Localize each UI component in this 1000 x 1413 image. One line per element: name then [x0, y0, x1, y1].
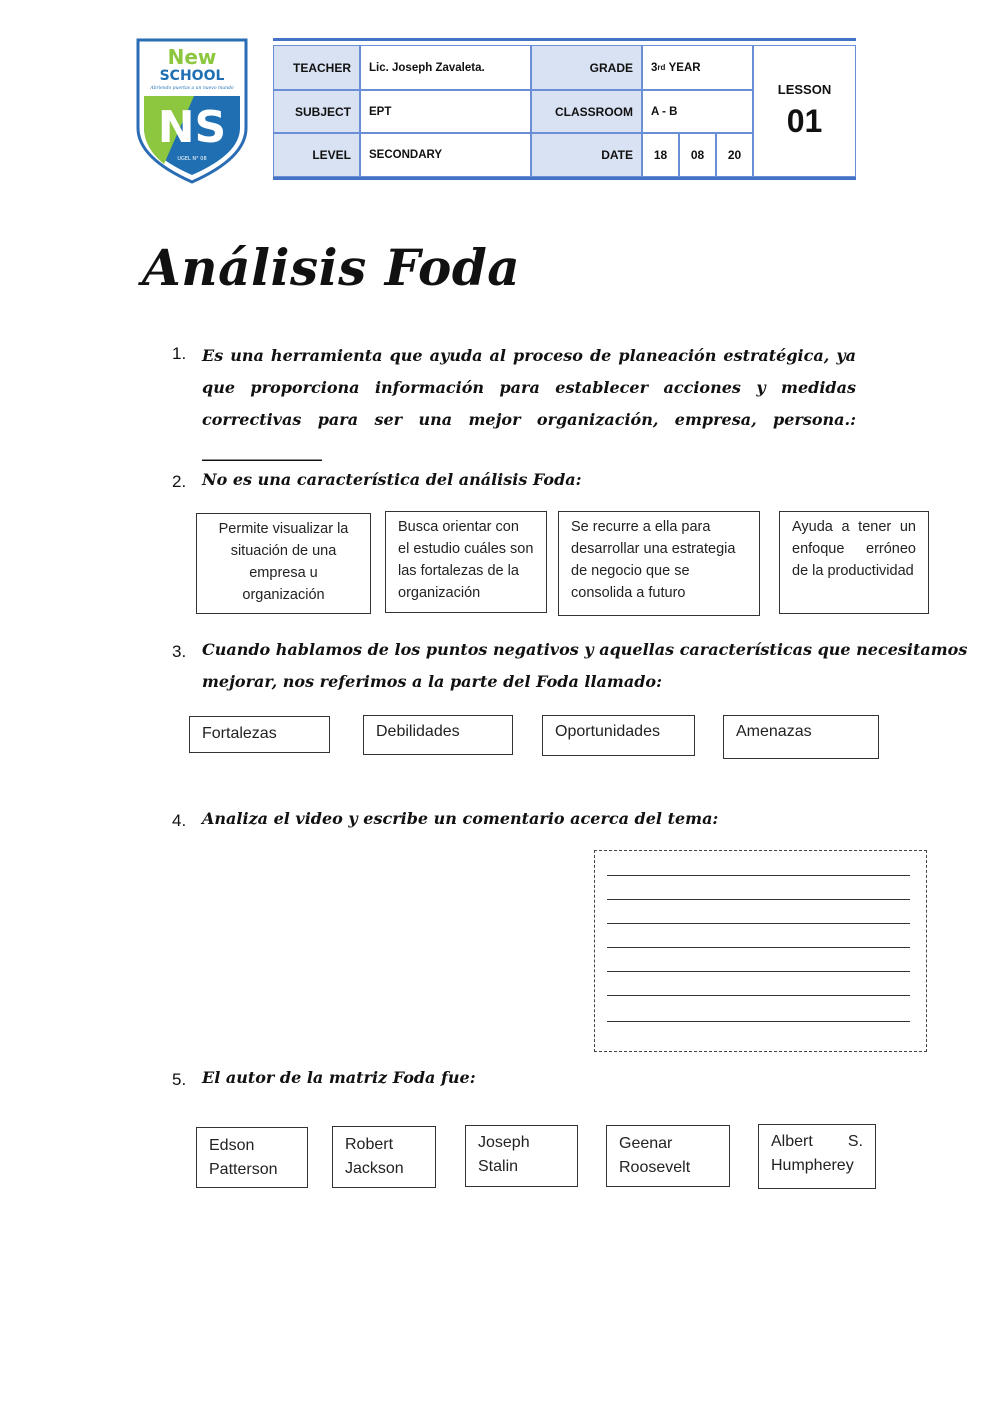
page-title: Análisis Foda [142, 238, 521, 297]
q5-option-1[interactable]: Edson Patterson [196, 1127, 308, 1188]
date-year: 20 [716, 133, 753, 177]
q2-number: 2. [172, 472, 187, 491]
subject-label: SUBJECT [273, 90, 360, 133]
logo-tagline: Abriendo puertas a un nuevo mundo [150, 86, 234, 91]
level-label: LEVEL [273, 133, 360, 177]
teacher-label: TEACHER [273, 45, 360, 90]
subject-value: EPT [360, 90, 531, 133]
logo-brand-top: New [167, 45, 217, 69]
answer-line [607, 1021, 910, 1022]
q5-text: El autor de la matriz Foda fue: [202, 1068, 476, 1087]
q3-option-debilidades[interactable]: Debilidades [363, 715, 513, 755]
q5-option-2[interactable]: Robert Jackson [332, 1126, 436, 1188]
grade-label: GRADE [531, 45, 642, 90]
q2-option-1[interactable]: Permite visualizar la situación de una empresa u organización [196, 513, 371, 614]
date-month: 08 [679, 133, 716, 177]
q3-option-fortalezas[interactable]: Fortalezas [189, 716, 330, 753]
logo-ugel: UGEL N° 08 [177, 156, 207, 162]
q2-text: No es una característica del análisis Foda: [202, 470, 582, 489]
teacher-value: Lic. Joseph Zavaleta. [360, 45, 531, 90]
q5-option-5[interactable]: Albert S. Humpherey [758, 1124, 876, 1189]
classroom-value: A - B [642, 90, 753, 133]
header-table [273, 38, 856, 180]
q5-option-3[interactable]: Joseph Stalin [465, 1125, 578, 1187]
q3-option-amenazas[interactable]: Amenazas [723, 715, 879, 759]
q4-number: 4. [172, 811, 187, 830]
answer-line [607, 875, 910, 876]
q3-line-2: mejorar, nos referimos a la parte del Foda llamado: [202, 672, 662, 691]
level-value: SECONDARY [360, 133, 531, 177]
q5-number: 5. [172, 1070, 187, 1089]
school-logo [134, 36, 250, 184]
answer-line [607, 899, 910, 900]
grade-value: 3 rd YEAR [642, 45, 753, 90]
q5-option-4[interactable]: Geenar Roosevelt [606, 1125, 730, 1187]
q3-option-oportunidades[interactable]: Oportunidades [542, 715, 695, 756]
answer-line [607, 995, 910, 996]
logo-monogram: NS [157, 102, 227, 153]
date-day: 18 [642, 133, 679, 177]
q2-option-2[interactable]: Busca orientar con el estudio cuáles son las fortalezas de la organización [385, 511, 547, 613]
comment-answer-box[interactable] [594, 850, 927, 1052]
lesson-box [753, 45, 856, 177]
answer-line [607, 971, 910, 972]
q1-text: Es una herramienta que ayuda al proceso de planeación estratégica, ya que proporciona información para establecer acciones y medidas correctivas para ser una mejor organización, empresa, persona.: _______________ [202, 346, 856, 461]
date-label: DATE [531, 133, 642, 177]
q3-number: 3. [172, 642, 187, 661]
answer-line [607, 923, 910, 924]
q3-line-1: Cuando hablamos de los puntos negativos y aquellas características que necesitamos [202, 640, 968, 659]
lesson-number: 01 [786, 103, 823, 139]
classroom-label: CLASSROOM [531, 90, 642, 133]
logo-brand-bottom: SCHOOL [159, 68, 225, 84]
q2-option-4[interactable]: Ayuda a tener un enfoque erróneo de la productividad [779, 511, 929, 614]
lesson-label: LESSON [777, 82, 832, 97]
q4-text: Analiza el video y escribe un comentario acerca del tema: [202, 809, 719, 828]
q1-number: 1. [172, 344, 187, 363]
q2-option-3[interactable]: Se recurre a ella para desarrollar una estrategia de negocio que se consolida a futuro [558, 511, 760, 616]
answer-line [607, 947, 910, 948]
